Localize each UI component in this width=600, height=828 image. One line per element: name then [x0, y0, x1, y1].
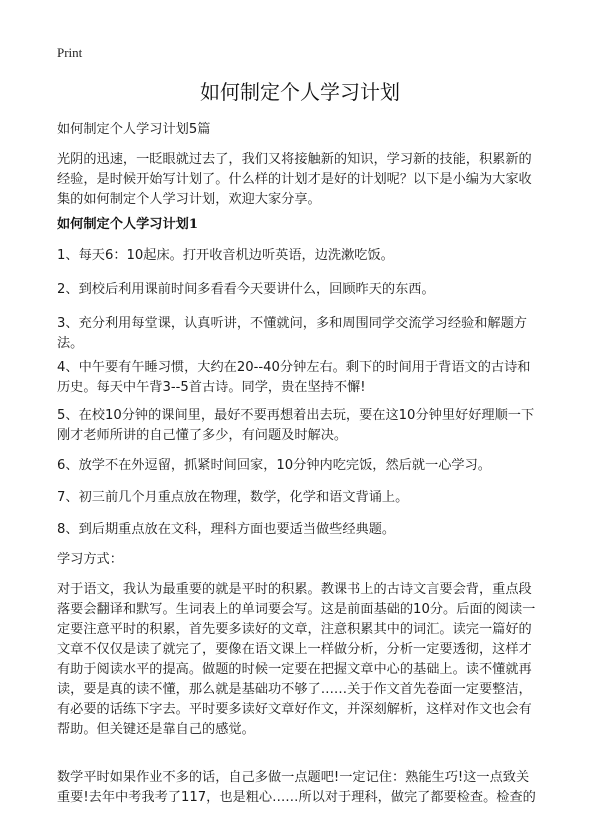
list-item: 8、到后期重点放在文科，理科方面也要适当做些经典题。	[57, 522, 396, 537]
intro-paragraph: 光阴的迅速，一眨眼就过去了，我们又将接触新的知识，学习新的技能，积累新的 经验，是时候开始写计划了。什么样的计划才是好的计划呢？以下是小编为大家收 集的如何制定个人学习计划，欢迎大家分享。	[57, 152, 532, 207]
document-subtitle: 如何制定个人学习计划5篇	[57, 122, 211, 137]
section-heading: 如何制定个人学习计划1	[57, 217, 199, 232]
print-link[interactable]: Print	[57, 45, 83, 60]
list-item: 1、每天6：10起床。打开收音机边听英语，边洗漱吃饭。	[57, 248, 394, 263]
page-title: 如何制定个人学习计划	[200, 80, 400, 104]
chinese-study-paragraph: 对于语文，我认为最重要的就是平时的积累。教课书上的古诗文言要会背，重点段 落要会翻译和默写。生词表上的单词要会写。这是前面基础的10分。后面的阅读一 定要注意平时的积累，首先要多读好的文章，注意积累其中的词汇。读完一篇好的 文章不仅仅是读了就完了，要像在语文课上一样做分析，分析一定要透彻，这样才 有助于阅读水平的提高。做题的时候一定要在把握文章中心的基础上。读不懂就再 读，要是真的读不懂，那么就是基础功不够了……关于作文首先卷面一定要整洁， 有必要的话练下字去。平时要多读好文章好作文，并深刻解析，这样对作文也会有 帮助。但关键还是靠自己的感觉。	[57, 582, 536, 737]
list-item: 3、充分利用每堂课，认真听讲，不懂就问，多和周围同学交流学习经验和解题方 法。	[57, 316, 527, 351]
method-label: 学习方式：	[57, 552, 123, 567]
list-item: 6、放学不在外逗留，抓紧时间回家，10分钟内吃完饭，然后就一心学习。	[57, 458, 491, 473]
list-item: 7、初三前几个月重点放在物理，数学，化学和语文背诵上。	[57, 490, 409, 505]
list-item: 4、中午要有午睡习惯，大约在20--40分钟左右。剩下的时间用于背语文的古诗和 历史。每天中午背3--5首古诗。同学，贵在坚持不懈!	[57, 360, 531, 395]
math-study-paragraph: 数学平时如果作业不多的话，自己多做一点题吧!一定记住：熟能生巧!这一点致关 重要!去年中考我考了117，也是粗心……所以对于理科，做完了都要检查。检查的	[57, 770, 536, 805]
list-item: 2、到校后利用课前时间多看看今天要讲什么，回顾昨天的东西。	[57, 282, 435, 297]
list-item: 5、在校10分钟的课间里，最好不要再想着出去玩，要在这10分钟里好好理顺一下 刚才老师所讲的自己懂了多少，有问题及时解决。	[57, 408, 535, 443]
